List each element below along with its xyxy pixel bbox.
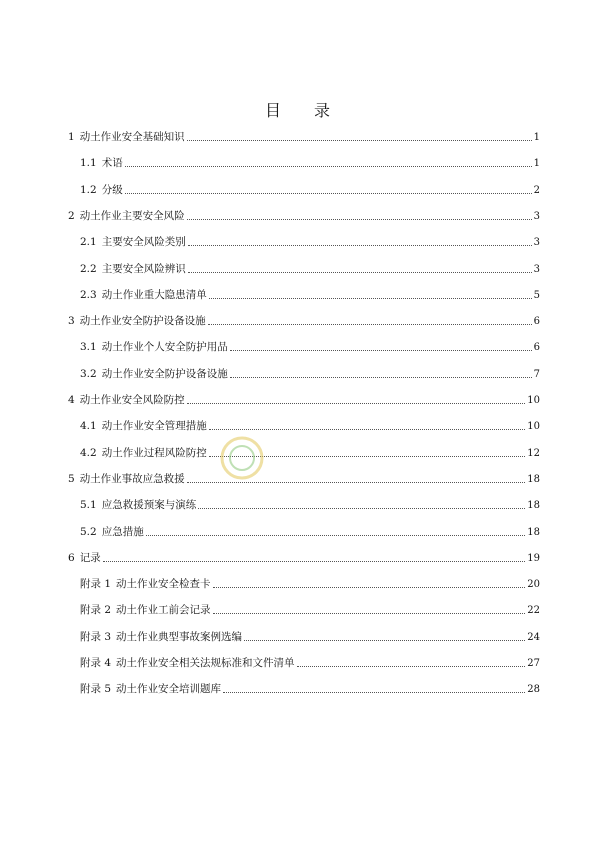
toc-entry-title: 动土作业安全检查卡 <box>116 578 211 591</box>
toc-entry[interactable] <box>68 128 540 144</box>
toc-entry-number: 附录 2 <box>80 604 112 617</box>
toc-entry-number: 3.2 <box>80 367 97 380</box>
toc-entry-title: 分级 <box>101 183 123 196</box>
toc-entry[interactable] <box>80 286 540 302</box>
toc-entry-page: 18 <box>527 526 540 538</box>
toc-entry-title: 动土作业安全相关法规标准和文件清单 <box>116 657 295 669</box>
toc-entry-page: 12 <box>527 447 540 459</box>
toc-entry-page: 5 <box>533 289 540 301</box>
toc-leader-dots <box>125 193 532 194</box>
toc-entry[interactable] <box>68 312 540 328</box>
toc-entry[interactable] <box>80 575 540 591</box>
toc-entry[interactable] <box>68 549 540 565</box>
toc-entry-number: 1.2 <box>80 183 97 196</box>
toc-entry[interactable] <box>80 601 540 617</box>
toc-entry-page: 28 <box>527 684 540 696</box>
toc-leader-dots <box>187 140 532 141</box>
toc-entry-page: 27 <box>527 658 540 669</box>
toc-entry-page: 24 <box>527 631 540 643</box>
toc-leader-dots <box>297 666 526 667</box>
toc-entry-page: 20 <box>527 579 540 591</box>
toc-entry-number: 5.1 <box>80 499 97 512</box>
toc-entry-number: 附录 5 <box>80 683 112 696</box>
toc-entry-title: 应急措施 <box>101 525 144 538</box>
toc-entry-number: 1.1 <box>80 157 97 170</box>
toc-entry-title: 动土作业主要安全风险 <box>79 209 185 222</box>
toc-leader-dots <box>198 508 525 509</box>
toc-entry[interactable] <box>80 523 540 539</box>
toc-leader-dots <box>209 298 532 299</box>
toc-entry-title: 主要安全风险辨识 <box>101 262 186 275</box>
toc-entry-page: 19 <box>527 552 540 564</box>
toc-leader-dots <box>213 613 526 614</box>
toc-entry-number: 附录 1 <box>80 578 112 591</box>
toc-entry-number: 2.1 <box>80 236 97 249</box>
toc-entry-page: 3 <box>533 263 540 275</box>
toc-leader-dots <box>223 692 525 693</box>
toc-entry-page: 3 <box>533 237 540 249</box>
toc-entry-title: 动土作业安全培训题库 <box>116 683 222 696</box>
toc-entry-page: 18 <box>527 473 540 485</box>
toc-entry-title: 动土作业安全基础知识 <box>79 131 185 143</box>
toc-entry-number: 5.2 <box>80 525 97 538</box>
toc-entry-page: 18 <box>527 500 540 512</box>
toc-leader-dots <box>244 640 525 641</box>
toc-entry-page: 6 <box>533 316 540 328</box>
toc-entry-number: 4 <box>68 394 75 406</box>
toc-entry-number: 2.3 <box>80 288 97 301</box>
toc-entry[interactable] <box>80 233 540 249</box>
toc-entry-number: 6 <box>68 551 75 564</box>
toc-entry-number: 4.1 <box>80 420 97 433</box>
toc-entry-number: 4.2 <box>80 446 97 459</box>
toc-entry-number: 2 <box>68 209 75 222</box>
toc-entry[interactable] <box>80 154 540 170</box>
watermark-logo <box>200 330 400 500</box>
toc-entry-title: 动土作业安全管理措施 <box>101 420 207 433</box>
toc-entry-title: 动土作业工前会记录 <box>116 604 211 617</box>
toc-entry-title: 动土作业个人安全防护用品 <box>101 341 228 354</box>
toc-entry-title: 动土作业安全防护设备设施 <box>101 367 228 380</box>
toc-entry-page: 1 <box>533 132 540 143</box>
toc-leader-dots <box>146 535 526 536</box>
toc-leader-dots <box>187 219 532 220</box>
toc-leader-dots <box>188 245 532 246</box>
toc-entry-title: 动土作业重大隐患清单 <box>101 288 207 301</box>
toc-entry-number: 2.2 <box>80 262 97 275</box>
toc-entry-title: 应急救援预案与演练 <box>101 499 197 512</box>
toc-leader-dots <box>188 272 532 273</box>
toc-entry-title: 主要安全风险类别 <box>101 236 186 249</box>
toc-entry-page: 3 <box>533 210 540 222</box>
toc-entry-title: 动土作业事故应急救援 <box>79 472 185 485</box>
toc-entry-title: 动土作业安全风险防控 <box>79 394 185 406</box>
toc-leader-dots <box>208 324 532 325</box>
toc-leader-dots <box>103 561 526 562</box>
page-title: 目 录 <box>264 101 345 120</box>
toc-entry-page: 10 <box>527 421 540 433</box>
toc-entry-number: 3 <box>68 315 75 328</box>
toc-entry[interactable] <box>80 181 540 197</box>
toc-entry-page: 2 <box>533 184 540 196</box>
toc-entry-page: 7 <box>533 368 540 380</box>
toc-entry[interactable] <box>80 260 540 276</box>
toc-entry-title: 动土作业过程风险防控 <box>101 446 207 459</box>
toc-entry-number: 附录 4 <box>80 657 112 669</box>
toc-entry-title: 动土作业安全防护设备设施 <box>79 315 206 328</box>
toc-entry-page: 22 <box>527 605 540 617</box>
toc-entry-page: 1 <box>533 158 540 170</box>
toc-entry-number: 1 <box>68 131 75 143</box>
toc-entry-page: 10 <box>527 395 540 406</box>
toc-entry-title: 术语 <box>101 157 123 170</box>
toc-entry-title: 动土作业典型事故案例选编 <box>116 630 243 643</box>
toc-entry[interactable] <box>80 628 540 644</box>
toc-entry-number: 附录 3 <box>80 630 112 643</box>
toc-entry[interactable] <box>80 680 540 696</box>
toc-entry[interactable] <box>68 207 540 223</box>
toc-leader-dots <box>125 166 532 167</box>
toc-leader-dots <box>213 587 526 588</box>
toc-entry[interactable] <box>80 654 540 670</box>
toc-entry-page: 6 <box>533 342 540 354</box>
toc-entry-number: 5 <box>68 472 75 485</box>
toc-entry-number: 3.1 <box>80 341 97 354</box>
toc-entry-title: 记录 <box>79 551 101 564</box>
